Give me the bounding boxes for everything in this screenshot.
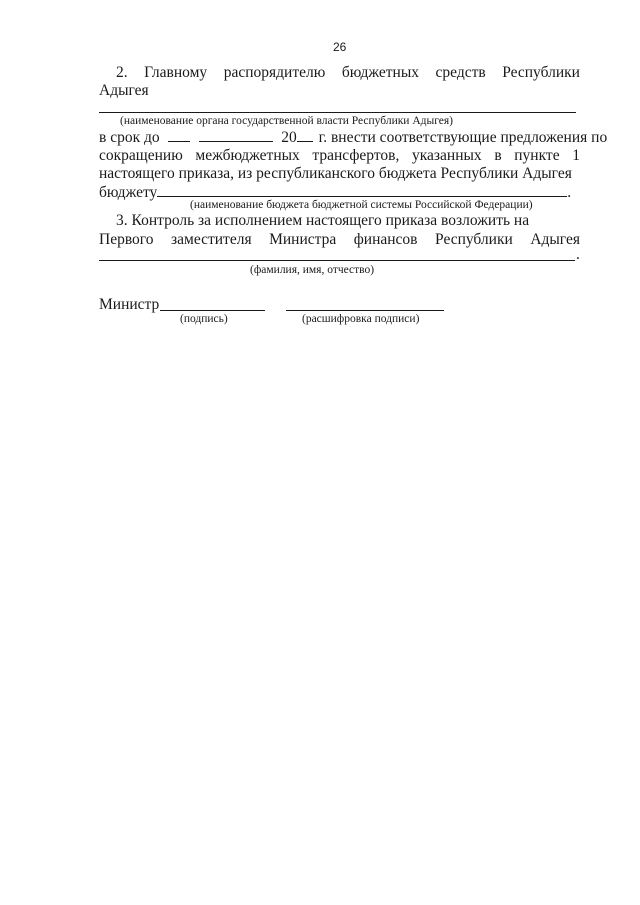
reduction-word: трансфертов,	[312, 147, 400, 164]
item2-line2: Адыгея	[99, 82, 149, 99]
item3-word: Адыгея	[530, 231, 580, 248]
reduction-line	[99, 147, 580, 165]
reduction-word: 1	[572, 147, 580, 164]
item3-word: Первого	[99, 231, 154, 248]
page-number: 26	[333, 40, 347, 54]
deadline-year-prefix: 20	[281, 129, 297, 146]
signature-decoding-blank	[286, 310, 444, 311]
order-line: настоящего приказа, из республиканского бюджета Республики Адыгея	[99, 165, 572, 182]
reduction-word: в	[494, 147, 502, 164]
item2-word: средств	[435, 64, 486, 81]
fio-caption: (фамилия, имя, отчество)	[250, 264, 375, 276]
item2-word: распорядителю	[223, 64, 326, 81]
item2-word: Главному	[144, 64, 208, 81]
item3-line1: 3. Контроль за исполнением настоящего приказа возложить на	[116, 212, 530, 229]
item3-line2	[99, 231, 580, 249]
item2-line1	[116, 64, 580, 82]
item2-word: 2.	[116, 64, 128, 81]
signature-blank	[160, 310, 265, 311]
item2-word: бюджетных	[341, 64, 419, 81]
reduction-word: указанных	[412, 147, 482, 164]
reduction-word: сокращению	[99, 147, 183, 164]
deadline-prefix: в срок до	[99, 129, 160, 146]
fio-blank	[99, 260, 575, 261]
item3-word: Министра	[269, 231, 337, 248]
budget-period: .	[567, 184, 572, 201]
signature-decoding-caption: (расшифровка подписи)	[302, 313, 420, 325]
reduction-word: межбюджетных	[195, 147, 300, 164]
item3-word: заместителя	[171, 231, 252, 248]
deadline-day-blank	[168, 129, 190, 142]
minister-label: Министр	[99, 296, 160, 313]
deadline-year-blank	[297, 129, 313, 142]
authority-name-blank	[99, 112, 576, 113]
deadline-rest: г. внести соответствующие предложения по	[318, 129, 608, 146]
authority-name-caption: (наименование органа государственной власти Республики Адыгея)	[120, 115, 454, 127]
budget-name-blank	[157, 183, 567, 197]
budget-label: бюджету	[99, 184, 158, 201]
fio-period: .	[576, 246, 580, 263]
item3-word: Республики	[435, 231, 513, 248]
deadline-line	[99, 129, 608, 147]
reduction-word: пункте	[514, 147, 560, 164]
budget-caption: (наименование бюджета бюджетной системы Российской Федерации)	[190, 199, 533, 211]
item2-word: Республики	[502, 64, 580, 81]
deadline-month-blank	[199, 129, 273, 142]
signature-caption: (подпись)	[180, 313, 228, 325]
item3-word: финансов	[353, 231, 418, 248]
